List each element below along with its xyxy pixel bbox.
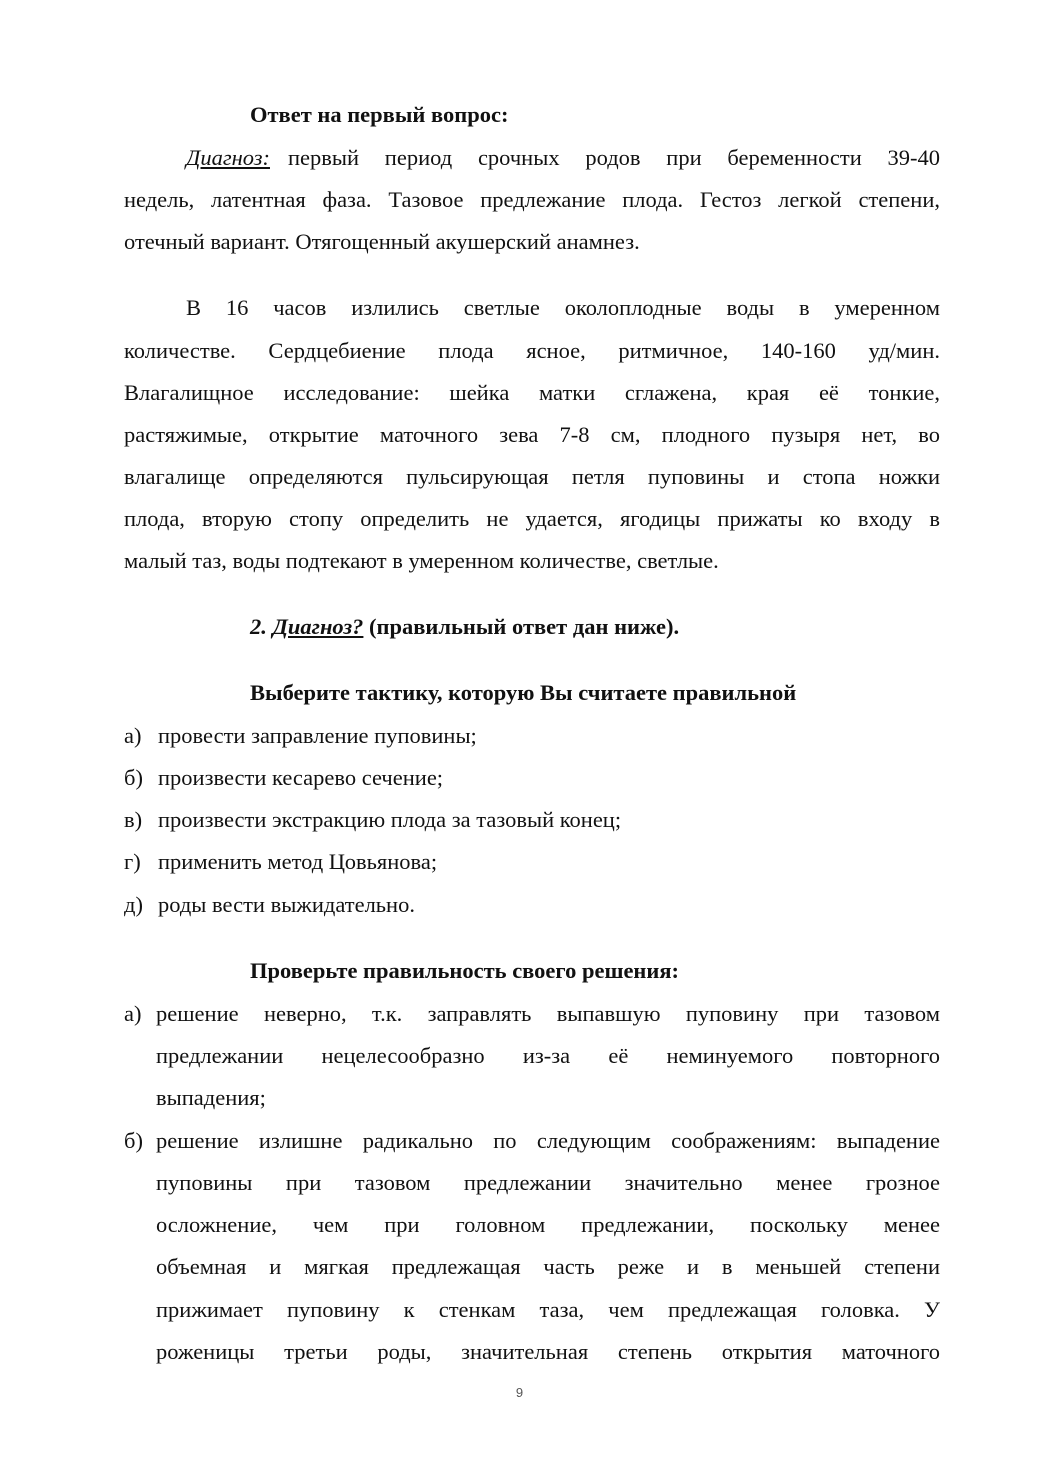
option-text: применить метод Цовьянова; [158,849,438,874]
tactic-option-c [124,806,940,834]
option-marker: а) [124,723,142,748]
option-marker: в) [124,807,143,832]
question-number: 2. [250,614,267,639]
case-line-2: количестве. Сердцебиение плода ясное, ритмичное, 140-160 уд/мин. [124,338,940,363]
option-text: произвести экстракцию плода за тазовый конец; [158,807,622,832]
answer-marker: а) [124,1001,142,1026]
diagnosis-text: первый период срочных родов при беременности 39-40 [287,145,940,170]
page-number: 9 [515,1385,524,1400]
case-line-6: плода, вторую стопу определить не удается, ягодицы прижаты ко входу в [124,506,940,531]
tactic-option-b [124,764,940,792]
question-diagnosis-label: Диагноз? [272,614,364,639]
tactic-option-d [124,848,940,876]
check-answer-b-line-1 [124,1127,940,1155]
tactic-option-a [124,722,940,750]
case-line-4: растяжимые, открытие маточного зева 7-8 см, плодного пузыря нет, во [124,422,940,447]
question-note: (правильный ответ дан ниже). [369,614,680,639]
case-line-7: малый таз, воды подтекают в умеренном количестве, светлые. [124,548,719,573]
answer-text: решение излишне радикально по следующим соображениям: выпадение [156,1128,940,1153]
diagnosis-line-2: недель, латентная фаза. Тазовое предлежание плода. Гестоз легкой степени, [124,187,940,212]
check-answer-a-line-3: выпадения; [156,1085,266,1110]
case-line-5: влагалище определяются пульсирующая петля пуповины и стопа ножки [124,464,940,489]
check-answer-a-line-2: предлежании нецелесообразно из-за её неминуемого повторного [156,1043,940,1068]
answer-text: решение неверно, т.к. заправлять выпавшую пуповину при тазовом [156,1001,940,1026]
answer-marker: б) [124,1128,143,1153]
case-line-1: В 16 часов излились светлые околоплодные воды в умеренном [186,295,940,320]
tactics-heading: Выберите тактику, которую Вы считаете правильной [250,680,797,705]
check-answer-b-line-5: прижимает пуповину к стенкам таза, чем предлежащая головка. У [156,1297,940,1322]
option-text: произвести кесарево сечение; [158,765,444,790]
option-marker: г) [124,849,141,874]
check-answer-a-line-1 [124,1000,940,1028]
diagnosis-label: Диагноз: [186,145,270,170]
option-marker: д) [124,892,143,917]
option-text: роды вести выжидательно. [158,892,415,917]
check-answer-b-line-4: объемная и мягкая предлежащая часть реже и в меньшей степени [156,1254,940,1279]
option-text: провести заправление пуповины; [158,723,477,748]
diagnosis-line-1 [186,144,940,172]
check-answer-b-line-3: осложнение, чем при головном предлежании, поскольку менее [156,1212,940,1237]
question-2 [250,613,679,641]
check-heading: Проверьте правильность своего решения: [250,958,680,983]
case-line-3: Влагалищное исследование: шейка матки сглажена, края её тонкие, [124,380,940,405]
check-answer-b-line-2: пуповины при тазовом предлежании значительно менее грозное [156,1170,940,1195]
check-answer-b-line-6: роженицы третьи роды, значительная степень открытия маточного [156,1339,940,1364]
answer-first-question-heading: Ответ на первый вопрос: [250,102,509,127]
option-marker: б) [124,765,143,790]
diagnosis-line-3: отечный вариант. Отягощенный акушерский анамнез. [124,229,640,254]
tactic-option-e [124,891,940,919]
